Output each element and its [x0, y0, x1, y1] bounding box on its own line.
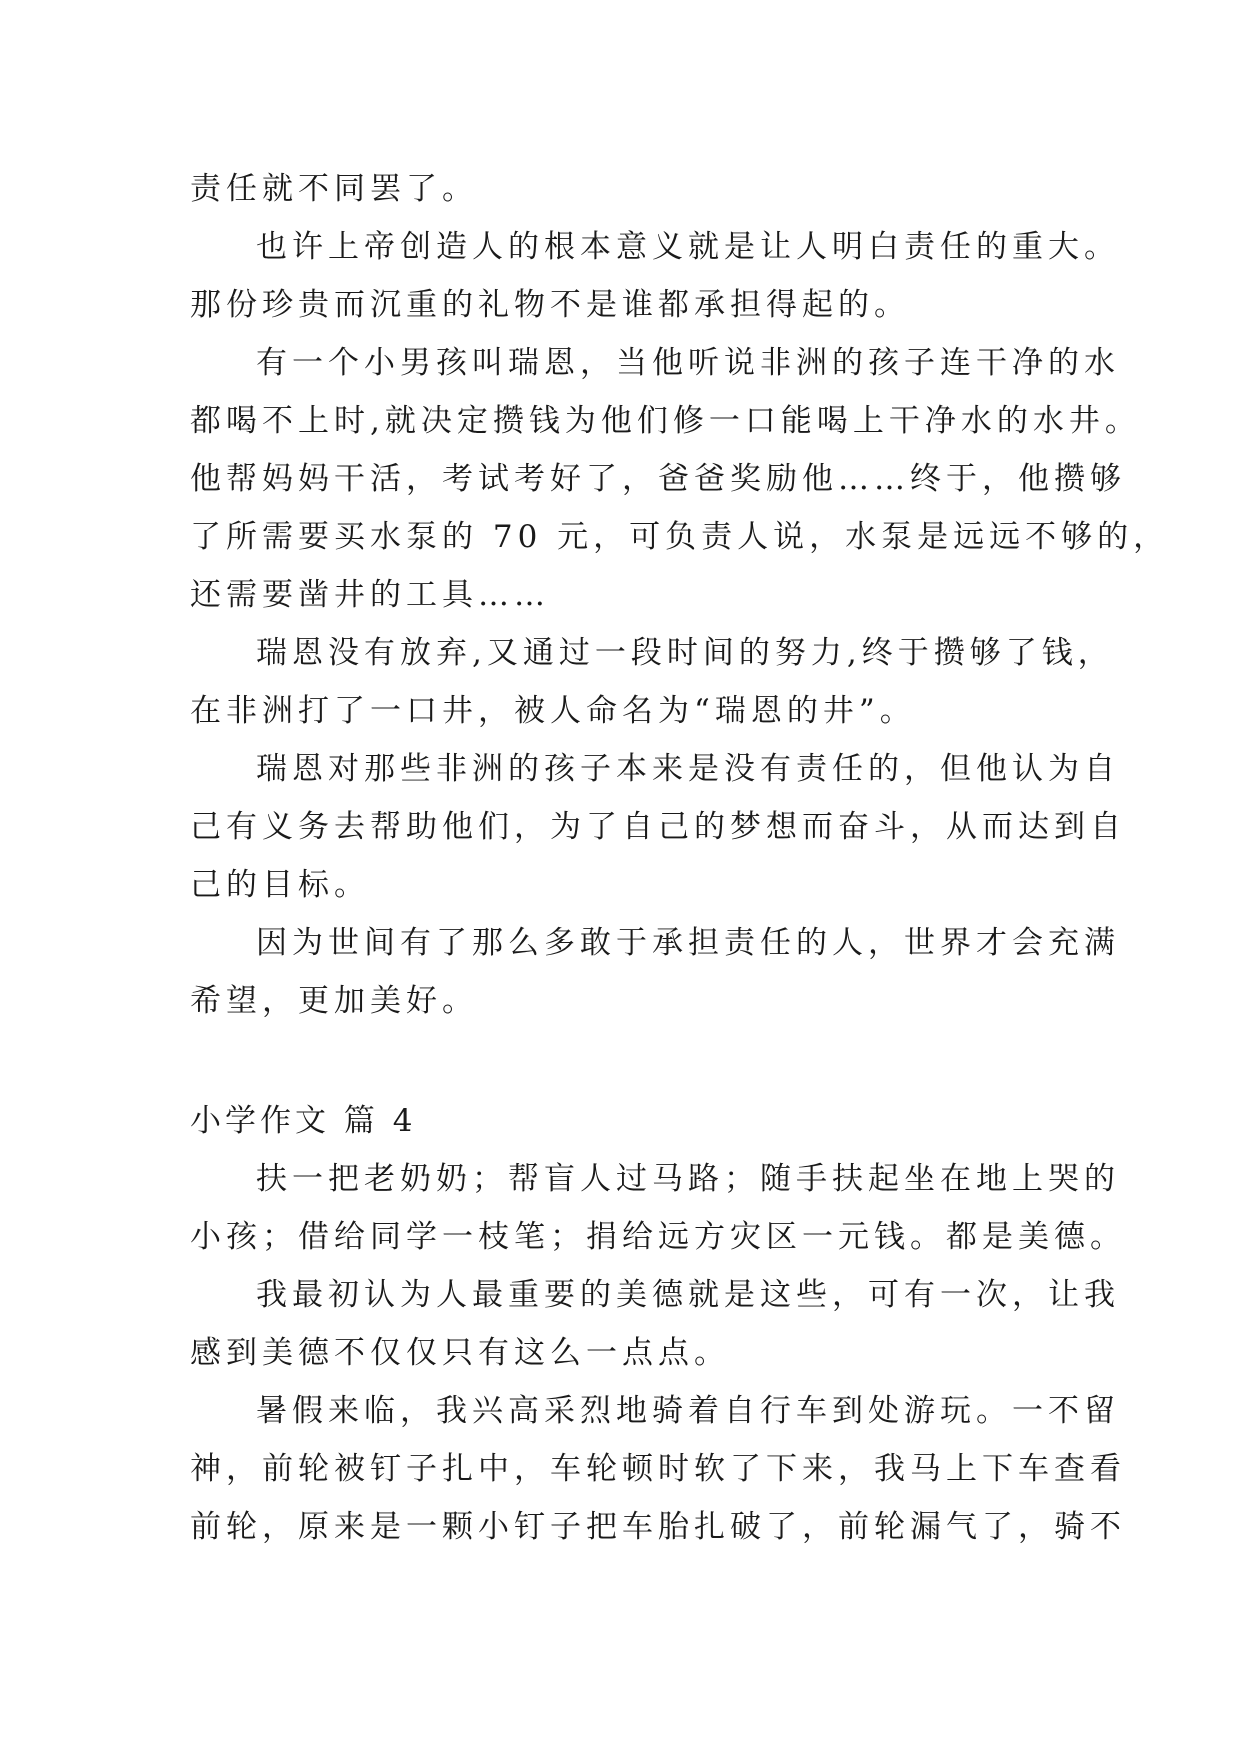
text-line: 都喝不上时,就决定攒钱为他们修一口能喝上干净水的水井。 — [190, 403, 1141, 439]
text-line: 感到美德不仅仅只有这么一点点。 — [190, 1335, 730, 1371]
text-line: 扶一把老奶奶；帮盲人过马路；随手扶起坐在地上哭的 — [256, 1161, 1120, 1197]
text-line: 责任就不同罢了。 — [190, 171, 478, 207]
text-line: 我最初认为人最重要的美德就是这些，可有一次，让我 — [256, 1277, 1120, 1313]
text-line: 瑞恩没有放弃,又通过一段时间的努力,终于攒够了钱， — [256, 635, 1114, 671]
text-line: 己的目标。 — [190, 867, 370, 903]
text-line: 己有义务去帮助他们，为了自己的梦想而奋斗，从而达到自 — [190, 809, 1126, 845]
text-line: 小孩；借给同学一枝笔；捐给远方灾区一元钱。都是美德。 — [190, 1219, 1126, 1255]
document-body — [190, 160, 1170, 1556]
text-line: 他帮妈妈干活，考试考好了，爸爸奖励他……终于，他攒够 — [190, 461, 1126, 497]
text-line: 希望，更加美好。 — [190, 983, 478, 1019]
text-line: 在非洲打了一口井，被人命名为“瑞恩的井”。 — [190, 693, 916, 729]
text-line: 也许上帝创造人的根本意义就是让人明白责任的重大。 — [256, 229, 1120, 265]
text-line: 因为世间有了那么多敢于承担责任的人，世界才会充满 — [256, 925, 1120, 961]
text-line: 还需要凿井的工具…… — [190, 577, 550, 613]
text-line: 前轮，原来是一颗小钉子把车胎扎破了，前轮漏气了，骑不 — [190, 1509, 1126, 1545]
text-line: 有一个小男孩叫瑞恩，当他听说非洲的孩子连干净的水 — [256, 345, 1120, 381]
section-title: 小学作文 篇 4 — [190, 1103, 417, 1139]
text-line: 了所需要买水泵的 70 元，可负责人说，水泵是远远不够的， — [190, 519, 1170, 555]
text-line: 神，前轮被钉子扎中，车轮顿时软了下来，我马上下车查看 — [190, 1451, 1126, 1487]
text-line: 暑假来临，我兴高采烈地骑着自行车到处游玩。一不留 — [256, 1393, 1120, 1429]
section-gap — [190, 1030, 1060, 1092]
text-line: 那份珍贵而沉重的礼物不是谁都承担得起的。 — [190, 287, 910, 323]
text-line: 瑞恩对那些非洲的孩子本来是没有责任的，但他认为自 — [256, 751, 1120, 787]
